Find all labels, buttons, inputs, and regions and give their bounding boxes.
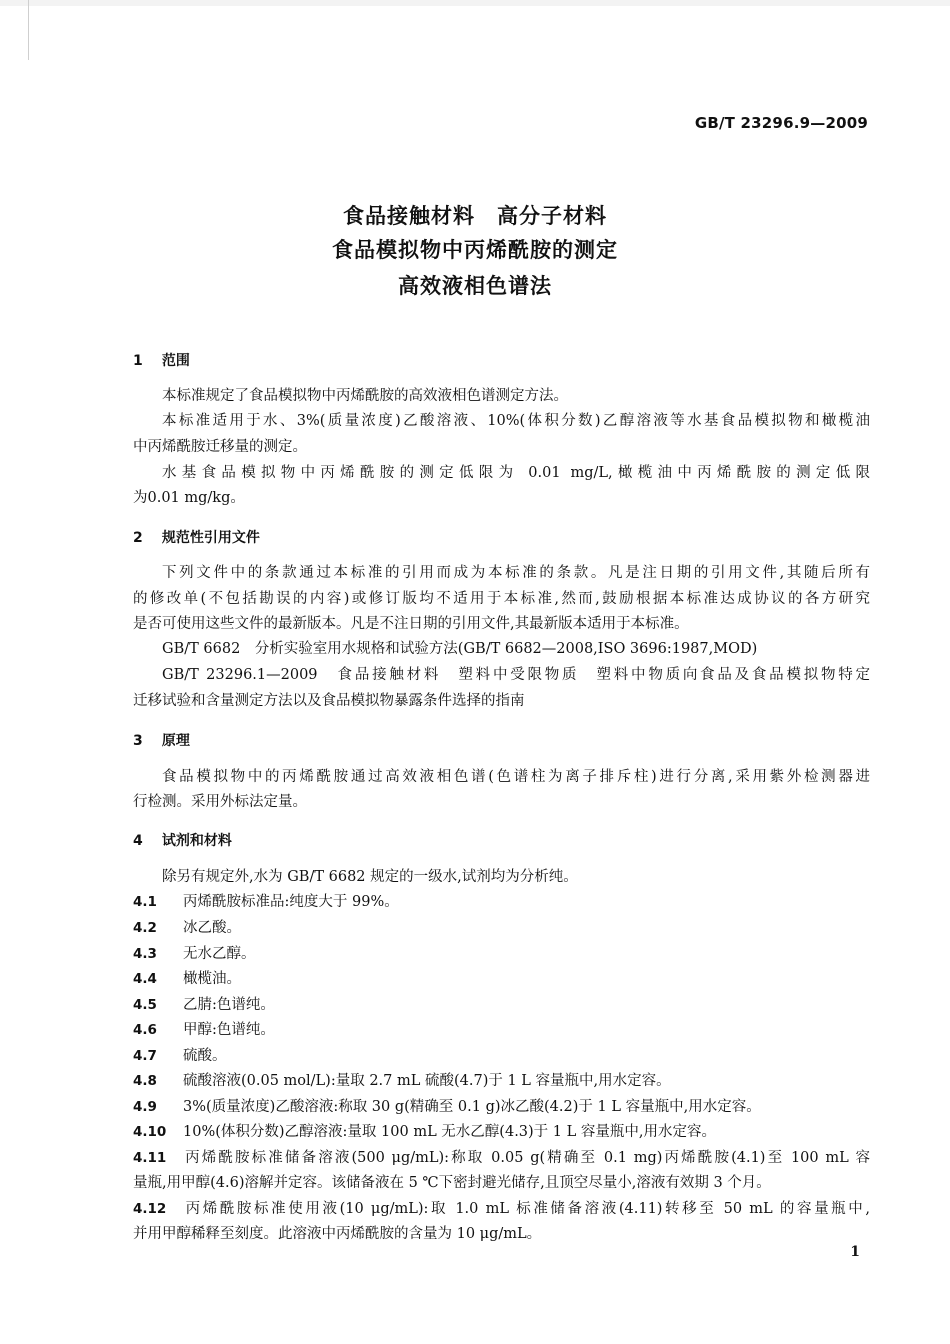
list-item <box>133 1071 671 1091</box>
reference: GB/T 6682 分析实验室用水规格和试验方法(GB/T 6682—2008,ISO 3696:1987,MOD) <box>162 641 758 657</box>
standard-code: GB/T 23296.9—2009 <box>694 114 868 132</box>
section-number: 1 <box>133 353 143 369</box>
item-text: 无水乙醇。 <box>183 946 256 962</box>
item-number: 4.7 <box>133 1048 157 1064</box>
item-number: 4.2 <box>133 920 157 936</box>
title-line-2: 食品模拟物中丙烯酰胺的测定 <box>332 238 618 262</box>
reference: 迁移试验和含量测定方法以及食品模拟物暴露条件选择的指南 <box>133 693 525 709</box>
paragraph: 的修改单(不包括勘误的内容)或修订版均不适用于本标准,然而,鼓励根据本标准达成协议的各方研究 <box>133 591 870 607</box>
item-number: 4.11 <box>133 1150 167 1166</box>
paragraph: 除另有规定外,水为 GB/T 6682 规定的一级水,试剂均为分析纯。 <box>162 869 578 885</box>
list-item <box>133 944 256 964</box>
title-line-1: 食品接触材料 高分子材料 <box>343 204 607 228</box>
list-item-continuation: 并用甲醇稀释至刻度。此溶液中丙烯酰胺的含量为 10 μg/mL。 <box>133 1226 542 1242</box>
item-text: 橄榄油。 <box>183 971 241 987</box>
scan-edge <box>0 0 950 6</box>
item-text: 丙烯酰胺标准使用液(10 μg/mL):取 1.0 mL 标准储备溶液(4.11)转移至 50 mL 的容量瓶中, <box>183 1201 870 1217</box>
item-number: 4.10 <box>133 1124 167 1140</box>
list-item <box>133 1097 761 1117</box>
list-item <box>133 1199 870 1219</box>
section-title: 范围 <box>161 353 190 369</box>
item-text: 硫酸。 <box>183 1048 227 1064</box>
section-3-heading <box>133 730 190 750</box>
item-number: 4.1 <box>133 894 157 910</box>
item-number: 4.8 <box>133 1073 157 1089</box>
item-text: 硫酸溶液(0.05 mol/L):量取 2.7 mL 硫酸(4.7)于 1 L 容量瓶中,用水定容。 <box>183 1073 671 1089</box>
title-line-3: 高效液相色谱法 <box>398 274 552 298</box>
section-title: 试剂和材料 <box>161 833 232 849</box>
item-text: 丙烯酰胺标准储备溶液(500 μg/mL):称取 0.05 g(精确至 0.1 mg)丙烯酰胺(4.1)至 100 mL 容 <box>183 1150 870 1166</box>
page-number: 1 <box>850 1244 860 1260</box>
paragraph: 行检测。采用外标法定量。 <box>133 794 307 810</box>
item-text: 丙烯酰胺标准品:纯度大于 99%。 <box>183 894 399 910</box>
paragraph: 水基食品模拟物中丙烯酰胺的测定低限为 0.01 mg/L,橄榄油中丙烯酰胺的测定低限 <box>162 465 870 481</box>
item-number: 4.6 <box>133 1022 157 1038</box>
item-text: 甲醇:色谱纯。 <box>183 1022 275 1038</box>
section-2-heading <box>133 527 260 547</box>
item-number: 4.12 <box>133 1201 167 1217</box>
section-number: 3 <box>133 733 143 749</box>
list-item <box>133 1046 227 1066</box>
item-number: 4.3 <box>133 946 157 962</box>
paragraph: 下列文件中的条款通过本标准的引用而成为本标准的条款。凡是注日期的引用文件,其随后所有 <box>162 565 870 581</box>
list-item-continuation: 量瓶,用甲醇(4.6)溶解并定容。该储备液在 5 ℃下密封避光储存,且顶空尽量小,溶液有效期 3 个月。 <box>133 1175 771 1191</box>
section-number: 2 <box>133 530 143 546</box>
reference: GB/T 23296.1—2009 食品接触材料 塑料中受限物质 塑料中物质向食品及食品模拟物特定 <box>162 667 870 683</box>
list-item <box>133 892 399 912</box>
section-title: 原理 <box>161 733 190 749</box>
section-number: 4 <box>133 833 143 849</box>
list-item <box>133 1122 716 1142</box>
item-text: 冰乙酸。 <box>183 920 241 936</box>
list-item <box>133 1148 870 1168</box>
list-item <box>133 995 275 1015</box>
scan-edge-left <box>28 0 29 60</box>
list-item <box>133 918 241 938</box>
paragraph: 是否可使用这些文件的最新版本。凡是不注日期的引用文件,其最新版本适用于本标准。 <box>133 616 689 632</box>
item-text: 10%(体积分数)乙醇溶液:量取 100 mL 无水乙醇(4.3)于 1 L 容量瓶中,用水定容。 <box>183 1124 716 1140</box>
item-text: 3%(质量浓度)乙酸溶液:称取 30 g(精确至 0.1 g)冰乙酸(4.2)于 1 L 容量瓶中,用水定容。 <box>183 1099 761 1115</box>
item-text: 乙腈:色谱纯。 <box>183 997 275 1013</box>
paragraph: 为0.01 mg/kg。 <box>133 490 245 506</box>
item-number: 4.9 <box>133 1099 157 1115</box>
paragraph: 食品模拟物中的丙烯酰胺通过高效液相色谱(色谱柱为离子排斥柱)进行分离,采用紫外检测器进 <box>162 769 870 785</box>
paragraph: 本标准适用于水、3%(质量浓度)乙酸溶液、10%(体积分数)乙醇溶液等水基食品模拟物和橄榄油 <box>162 413 870 429</box>
section-1-heading <box>133 350 190 370</box>
section-4-heading <box>133 830 232 850</box>
item-number: 4.5 <box>133 997 157 1013</box>
list-item <box>133 1020 275 1040</box>
list-item <box>133 969 241 989</box>
section-title: 规范性引用文件 <box>161 530 260 546</box>
item-number: 4.4 <box>133 971 157 987</box>
paragraph: 中丙烯酰胺迁移量的测定。 <box>133 439 307 455</box>
paragraph: 本标准规定了食品模拟物中丙烯酰胺的高效液相色谱测定方法。 <box>162 388 568 404</box>
